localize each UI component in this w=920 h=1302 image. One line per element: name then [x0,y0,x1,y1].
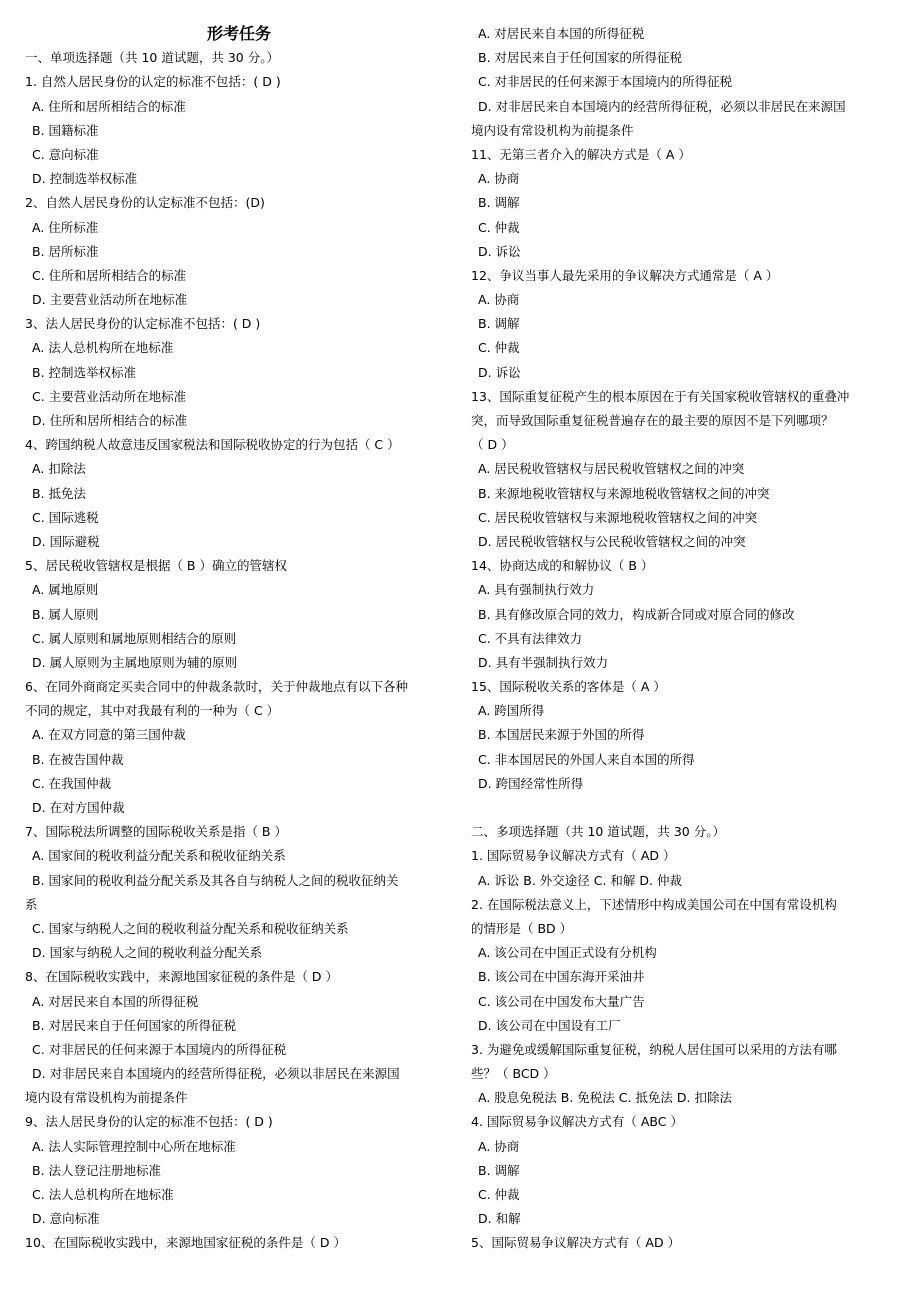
answer-option: C. 法人总机构所在地标准 [32,1187,174,1202]
answer-option: A. 法人实际管理控制中心所在地标准 [32,1138,236,1154]
answer-option: B. 国家间的税收利益分配关系及其各自与纳税人之间的税收征纳关 [32,872,399,888]
answer-option: B. 居所标准 [32,243,99,259]
answer-option: A. 对居民来自本国的所得征税 [478,26,645,41]
answer-option: C. 居民税收管辖权与来源地税收管辖权之间的冲突 [478,509,758,525]
answer-option: A. 股息免税法 B. 免税法 C. 抵免法 D. 扣除法 [478,1090,732,1106]
answer-option: D. 属人原则为主属地原则为辅的原则 [32,654,238,670]
answer-option: D. 具有半强制执行效力 [478,654,609,670]
answer-option: D. 对非居民来自本国境内的经营所得征税，必须以非居民在来源国 [478,98,846,114]
answer-option: A. 法人总机构所在地标准 [32,340,174,356]
question-line: 系 [25,896,38,912]
question-line: 8、在国际税收实践中，来源地国家征税的条件是（ D ） [25,969,339,985]
answer-option: A. 属地原则 [32,582,99,598]
question-line: 突，而导致国际重复征税普遍存在的最主要的原因不是下列哪项？ [471,413,834,428]
question-line: 5、居民税收管辖权是根据（ B ）确立的管辖权 [25,558,287,574]
right-column [471,22,899,1256]
answer-option: A. 住所标准 [32,219,99,235]
answer-option: D. 在对方国仲裁 [32,800,125,815]
answer-option: D. 国家与纳税人之间的税收利益分配关系 [32,945,263,961]
answer-option: D. 主要营业活动所在地标准 [32,292,188,308]
question-line: 1. 国际贸易争议解决方式有（ AD ） [471,848,676,864]
answer-option: D. 控制选举权标准 [32,171,138,187]
answer-option: A. 扣除法 [32,461,86,477]
question-line: 9、法人居民身份的认定的标准不包括：( D ) [25,1114,273,1130]
answer-option: A. 协商 [478,292,520,308]
question-line: 一、单项选择题（共 10 道试题，共 30 分。） [25,50,279,66]
question-line: 2、自然人居民身份的认定标准不包括：(D) [25,195,265,211]
answer-option: B. 具有修改原合同的效力，构成新合同或对原合同的修改 [478,606,795,622]
answer-option: A. 具有强制执行效力 [478,582,595,598]
question-line: 境内设有常设机构为前提条件 [471,122,634,138]
answer-option: B. 调解 [478,195,520,211]
question-line: 6、在同外商商定买卖合同中的仲裁条款时，关于仲裁地点有以下各种 [25,679,408,695]
answer-option: D. 跨国经常性所得 [478,775,584,791]
question-line: 2. 在国际税法意义上，下述情形中构成美国公司在中国有常设机构 [471,896,837,912]
answer-option: A. 居民税收管辖权与居民税收管辖权之间的冲突 [478,461,745,477]
answer-option: C. 国家与纳税人之间的税收利益分配关系和税收征纳关系 [32,920,349,936]
answer-option: B. 调解 [478,1162,520,1178]
question-line: 15、国际税收关系的客体是（ A ） [471,679,666,695]
question-line: 的情形是（ BD ） [471,920,573,936]
answer-option: B. 对居民来自于任何国家的所得征税 [32,1017,237,1033]
answer-option: B. 法人登记注册地标准 [32,1162,162,1178]
answer-option: A. 对居民来自本国的所得征税 [32,993,199,1009]
answer-option: D. 该公司在中国设有工厂 [478,1017,621,1033]
answer-option: C. 属人原则和属地原则相结合的原则 [32,630,237,646]
question-line: 境内设有常设机构为前提条件 [25,1090,188,1106]
answer-option: B. 对居民来自于任何国家的所得征税 [478,50,683,66]
answer-option: C. 该公司在中国发布大量广告 [478,993,645,1009]
page-title: 形考任务 [206,24,271,43]
answer-option: B. 本国居民来源于外国的所得 [478,727,645,743]
answer-option: D. 对非居民来自本国境内的经营所得征税，必须以非居民在来源国 [32,1066,400,1082]
answer-option: B. 该公司在中国东海开采油井 [478,969,645,985]
spacer [471,796,899,820]
answer-option: D. 诉讼 [478,364,521,380]
answer-option: C. 在我国仲裁 [32,775,112,791]
question-line: 二、多项选择题（共 10 道试题，共 30 分。） [471,824,725,840]
question-line: 不同的规定，其中对我最有利的一种为（ C ） [25,703,280,719]
answer-option: B. 在被告国仲裁 [32,751,124,767]
answer-option: C. 对非居民的任何来源于本国境内的所得征税 [478,74,733,90]
question-line: 3、法人居民身份的认定标准不包括：( D ) [25,316,261,332]
question-line: 1. 自然人居民身份的认定的标准不包括：( D ) [25,74,281,90]
answer-option: C. 仲裁 [478,340,520,356]
question-line: 些？（ BCD ） [471,1066,556,1082]
answer-option: B. 抵免法 [32,485,87,501]
answer-option: D. 和解 [478,1211,521,1227]
question-line: 10、在国际税收实践中，来源地国家征税的条件是（ D ） [25,1235,346,1251]
answer-option: C. 仲裁 [478,219,520,235]
answer-option: A. 诉讼 B. 外交途径 C. 和解 D. 仲裁 [478,872,682,888]
answer-option: A. 协商 [478,171,520,187]
answer-option: C. 意向标准 [32,146,99,162]
answer-option: A. 协商 [478,1138,520,1154]
answer-option: A. 国家间的税收利益分配关系和税收征纳关系 [32,848,286,864]
question-line: 11、无第三者介入的解决方式是（ A ） [471,146,691,162]
answer-option: A. 该公司在中国正式设有分机构 [478,945,657,961]
answer-option: B. 控制选举权标准 [32,364,137,380]
question-line: 12、争议当事人最先采用的争议解决方式通常是（ A ） [471,267,779,283]
question-line: 13、国际重复征税产生的根本原因在于有关国家税收管辖权的重叠冲 [471,388,850,404]
answer-option: D. 诉讼 [478,243,521,259]
answer-option: B. 调解 [478,316,520,332]
question-line: 4、跨国纳税人故意违反国家税法和国际税收协定的行为包括（ C ） [25,437,400,453]
answer-option: B. 国籍标准 [32,122,99,138]
answer-option: D. 住所和居所相结合的标准 [32,413,188,428]
answer-option: C. 非本国居民的外国人来自本国的所得 [478,751,695,767]
question-line: 5、国际贸易争议解决方式有（ AD ） [471,1235,681,1251]
question-line: 4. 国际贸易争议解决方式有（ ABC ） [471,1114,683,1130]
answer-option: C. 住所和居所相结合的标准 [32,267,187,283]
answer-option: A. 在双方同意的第三国仲裁 [32,727,186,743]
answer-option: C. 不具有法律效力 [478,630,583,646]
question-line: 14、协商达成的和解协议（ B ） [471,558,654,574]
left-column [25,22,453,1256]
answer-option: D. 居民税收管辖权与公民税收管辖权之间的冲突 [478,533,746,549]
answer-option: D. 意向标准 [32,1211,100,1227]
answer-option: B. 属人原则 [32,606,99,622]
answer-option: C. 国际逃税 [32,509,99,525]
answer-option: B. 来源地税收管辖权与来源地税收管辖权之间的冲突 [478,485,770,501]
answer-option: C. 对非居民的任何来源于本国境内的所得征税 [32,1041,287,1057]
answer-option: A. 住所和居所相结合的标准 [32,98,186,114]
question-line: （ D ） [471,437,514,453]
answer-option: D. 国际避税 [32,533,100,549]
question-line: 3. 为避免或缓解国际重复征税，纳税人居住国可以采用的方法有哪 [471,1041,837,1057]
answer-option: C. 仲裁 [478,1187,520,1202]
answer-option: C. 主要营业活动所在地标准 [32,388,187,404]
question-line: 7、国际税法所调整的国际税收关系是指（ B ） [25,824,287,840]
answer-option: A. 跨国所得 [478,703,545,719]
